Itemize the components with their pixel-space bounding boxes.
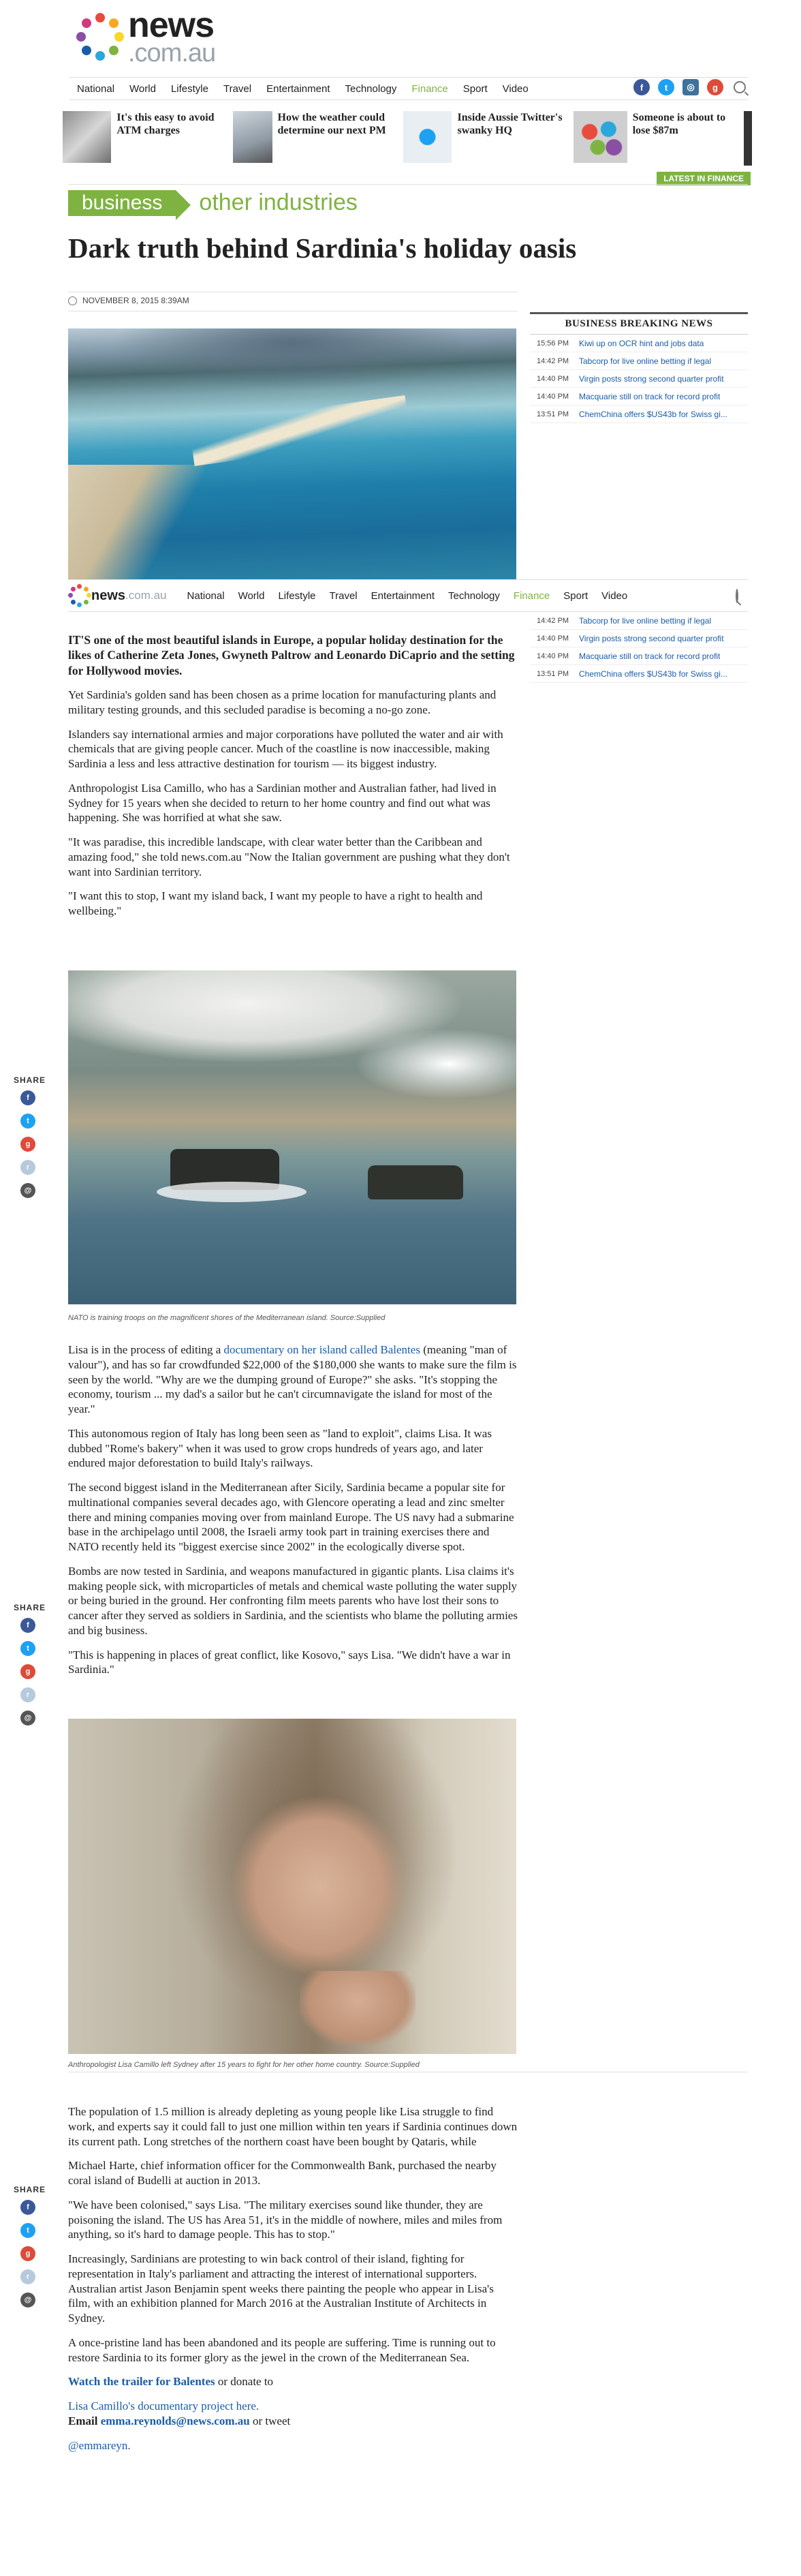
image-caption: NATO is training troops on the magnificent shores of the Mediterranean island. Source:Supplied: [68, 1314, 386, 1322]
image-caption: Anthropologist Lisa Camillo left Sydney after 15 years to fight for her other home country. Source:Supplied: [68, 2061, 420, 2069]
logo-sub-text: .com.au: [128, 39, 216, 67]
twitter-handle-link[interactable]: @emmareyn.: [68, 2438, 131, 2452]
reddit-icon[interactable]: r: [20, 1160, 35, 1175]
nav-entertainment[interactable]: Entertainment: [266, 82, 330, 95]
nav-national[interactable]: National: [77, 82, 115, 95]
facebook-icon[interactable]: f: [20, 1618, 35, 1633]
section-business[interactable]: business: [68, 190, 176, 216]
article-paragraph: "I want this to stop, I want my island back, I want my people to have a right to health and wellbeing.": [68, 889, 483, 918]
nav-travel[interactable]: Travel: [329, 589, 358, 602]
search-icon[interactable]: [736, 590, 738, 602]
email-icon[interactable]: @: [20, 1711, 35, 1726]
documentary-link[interactable]: documentary on her island called Balentes: [223, 1343, 420, 1356]
logo-dots-icon: [76, 13, 124, 61]
share-label: SHARE: [14, 1603, 46, 1612]
news-time: 13:51 PM: [537, 410, 569, 418]
article-paragraph: The population of 1.5 million is already depleting as young people like Lisa struggle to find work, and experts say it could fall to just one million within ten years if Sardinia continues down its current path. Long stretches of the northern coast have been bought by Qataris, while: [68, 2105, 518, 2148]
news-time: 15:56 PM: [537, 339, 569, 348]
news-time: 14:40 PM: [537, 651, 569, 660]
news-row[interactable]: [530, 647, 748, 665]
nav-sport[interactable]: Sport: [462, 82, 488, 95]
news-row[interactable]: [530, 665, 748, 683]
article-paragraph: "We have been colonised," says Lisa. "The military exercises sound like thunder, they are poisoning the island. The US has Area 51, it's in the middle of nowhere, miles and miles from anything, so it's hard to damage people. This has to stop.": [68, 2198, 503, 2241]
article-body-3: [68, 2104, 518, 2453]
date-text: NOVEMBER 8, 2015 8:39AM: [82, 296, 189, 305]
article-paragraph: Michael Harte, chief information officer for the Commonwealth Bank, purchased the nearby coral island of Budelli at auction in 2013.: [68, 2159, 497, 2187]
article-paragraph: Islanders say international armies and major corporations have polluted the water and air with chemicals that are giving people cancer. Much of the coastline is now inaccessible, making Sardinia a less and less attractive destination for tourism — its biggest industry.: [68, 727, 503, 771]
article-paragraph: Yet Sardinia's golden sand has been chosen as a prime location for manufacturing plants and military testing grounds, and this secluded paradise is becoming a no-go zone.: [68, 688, 497, 716]
site-logo[interactable]: [76, 5, 216, 67]
news-link[interactable]: Virgin posts strong second quarter profit: [579, 373, 724, 384]
news-row[interactable]: [530, 352, 748, 370]
news-link[interactable]: Tabcorp for live online betting if legal: [579, 356, 712, 366]
teaser-title: How the weather could determine our next PM: [277, 112, 386, 137]
section-other-industries[interactable]: other industries: [199, 189, 358, 215]
news-row[interactable]: [530, 612, 748, 630]
news-time: 14:40 PM: [537, 634, 569, 643]
twitter-icon[interactable]: t: [20, 1114, 35, 1129]
email-tail: or tweet: [249, 2414, 291, 2427]
news-time: 14:42 PM: [537, 356, 569, 365]
article-paragraph: [68, 1343, 518, 1417]
sticky-nav: [68, 579, 748, 612]
share-bar: [14, 2185, 45, 2316]
teaser-thumbnail: [403, 111, 452, 163]
news-link[interactable]: Virgin posts strong second quarter profit: [579, 633, 724, 643]
article-lead: IT'S one of the most beautiful islands in Europe, a popular holiday destination for the likes of Catherine Zeta Jones, Gwyneth Paltrow and Leonardo DiCaprio and the setting for Hollywood movies.: [68, 633, 515, 677]
page-title: Dark truth behind Sardinia's holiday oasis: [68, 232, 577, 264]
facebook-icon[interactable]: f: [20, 1090, 35, 1105]
twitter-icon[interactable]: t: [20, 2223, 35, 2238]
teaser-item[interactable]: [63, 111, 233, 166]
email-icon[interactable]: @: [20, 2293, 35, 2307]
teaser-title: It's this easy to avoid ATM charges: [116, 112, 215, 137]
sticky-logo[interactable]: [68, 584, 167, 607]
share-label: SHARE: [14, 2185, 46, 2194]
teaser-title: Inside Aussie Twitter's swanky HQ: [457, 112, 563, 137]
instagram-icon[interactable]: ◎: [682, 79, 699, 95]
article-paragraph: The second biggest island in the Mediterranean after Sicily, Sardinia became a popular site for multinational companies several decades ago, with Glencore operating a lead and zinc smelter there and mining companies moving over from mainland Europe. The US navy had a submarine base in the archipelago until 2008, the Israeli army took part in training exercises there and NATO recently held its "biggest exercise since 2002" in the ecologically diverse spot.: [68, 1481, 514, 1553]
nav-lifestyle[interactable]: Lifestyle: [278, 589, 316, 602]
nav-sport[interactable]: Sport: [563, 589, 588, 602]
nav-entertainment[interactable]: Entertainment: [371, 589, 435, 602]
google-plus-icon[interactable]: g: [20, 2246, 35, 2261]
google-plus-icon[interactable]: g: [20, 1137, 35, 1152]
teaser-scroll-handle[interactable]: [744, 111, 752, 166]
p6-end: (meaning "man of valour"), and has so far crowdfunded $22,000 of the $180,000 she wants to make sure the film is seen by the world. "Why are we the dumping ground of Europe?" she asks. "It's stopping the economy, tourism ... my dad's a sailor but he can't circumnavigate the island for most of the year.": [68, 1343, 517, 1415]
teaser-thumbnail: [233, 111, 272, 163]
reddit-icon[interactable]: r: [20, 2269, 35, 2284]
trailer-tail: or donate to: [215, 2375, 274, 2389]
news-link[interactable]: Macquarie still on track for record profit: [579, 651, 721, 661]
nav-finance[interactable]: Finance: [513, 589, 550, 602]
search-icon[interactable]: [732, 79, 748, 95]
share-label: SHARE: [14, 1075, 46, 1085]
sticky-logo-sub: .com.au: [125, 589, 167, 602]
share-bar: [14, 1075, 45, 1206]
facebook-icon[interactable]: f: [20, 2200, 35, 2215]
teaser-item[interactable]: [403, 111, 574, 166]
nav-video[interactable]: Video: [502, 82, 529, 95]
sidebar-heading: BUSINESS BREAKING NEWS: [530, 312, 748, 335]
nav-video[interactable]: Video: [601, 589, 628, 602]
article-paragraph: Bombs are now tested in Sardinia, and weapons manufactured in gigantic plants. Lisa claims it's making people sick, with microparticles of metals and chemical waste polluting the water supply or being buried in the ground. Her confronting film meets parents who have lost their sons to cancer after they served as soldiers in Sardinia, and the scientists who blame the polluting armies and big business.: [68, 1564, 518, 1637]
email-line: [68, 2414, 518, 2429]
google-plus-icon[interactable]: g: [20, 1664, 35, 1679]
donate-line: [68, 2399, 518, 2414]
nav-technology[interactable]: Technology: [345, 82, 397, 95]
facebook-icon[interactable]: f: [633, 79, 650, 95]
trailer-link[interactable]: Watch the trailer for Balentes: [68, 2375, 215, 2389]
news-link[interactable]: Kiwi up on OCR hint and jobs data: [579, 338, 704, 348]
article-paragraph: Anthropologist Lisa Camillo, who has a Sardinian mother and Australian father, had lived in Sydney for 15 years when she decided to return to her home country and find out what was happening. She was horrified at what she saw.: [68, 781, 497, 825]
teaser-item[interactable]: [574, 111, 744, 166]
twitter-icon[interactable]: t: [658, 79, 674, 95]
sticky-logo-main: news: [91, 587, 126, 603]
news-row[interactable]: [530, 388, 748, 405]
news-link[interactable]: Tabcorp for live online betting if legal: [579, 615, 712, 626]
news-time: 14:42 PM: [537, 616, 569, 625]
article-paragraph: "This is happening in places of great conflict, like Kosovo," says Lisa. "We didn't have a war in Sardinia.": [68, 1648, 511, 1676]
sandy-shore: [68, 465, 204, 581]
news-link[interactable]: Macquarie still on track for record profit: [579, 391, 721, 401]
hero-image-sardinia-coast: [68, 328, 516, 581]
section-breadcrumb: [68, 189, 358, 216]
email-label: Email: [68, 2414, 101, 2427]
news-row[interactable]: [530, 630, 748, 647]
beach-strip: [189, 395, 410, 466]
nav-technology[interactable]: Technology: [448, 589, 500, 602]
article-paragraph: This autonomous region of Italy has long been seen as "land to exploit", claims Lisa. It was dubbed "Rome's bakery" when it was used to grow crops hundreds of years ago, and later endured major deforestation to build Italy's railways.: [68, 1426, 492, 1470]
news-time: 14:40 PM: [537, 374, 569, 383]
article-paragraph: Increasingly, Sardinians are protesting to win back control of their island, fighting for representation in Italy's parliament and attracting the interest of international supporters. Australian artist Jason Benjamin spent weeks there painting the people who appear in Lisa's film, with an exhibition planned for March 2016 at the Australian Institute of Architects in Sydney.: [68, 2252, 494, 2325]
news-time: 13:51 PM: [537, 669, 569, 678]
social-links: [633, 79, 748, 95]
news-link[interactable]: ChemChina offers $US43b for Swiss gi...: [579, 409, 727, 419]
news-row[interactable]: [530, 335, 748, 352]
trailer-line: [68, 2374, 518, 2389]
teaser-strip: [63, 111, 752, 166]
article-body-2: [68, 1343, 518, 1677]
logo-main-text: news: [128, 5, 215, 45]
donate-link[interactable]: Lisa Camillo's documentary project here.: [68, 2399, 260, 2412]
clock-icon: [68, 296, 77, 305]
news-row[interactable]: [530, 370, 748, 388]
latest-in-finance-badge[interactable]: LATEST IN FINANCE: [657, 172, 751, 185]
news-link[interactable]: ChemChina offers $US43b for Swiss gi...: [579, 669, 727, 679]
amphibious-vehicle-2: [368, 1165, 463, 1199]
business-breaking-news: [530, 312, 748, 423]
reddit-icon[interactable]: r: [20, 1687, 35, 1702]
business-breaking-news-scrolled: [530, 612, 748, 683]
article-date: [68, 296, 189, 305]
hand-silhouette: [300, 1971, 415, 2046]
teaser-title: Someone is about to lose $87m: [632, 112, 726, 137]
teaser-item[interactable]: [233, 111, 403, 166]
article-paragraph: A once-pristine land has been abandoned and its people are suffering. Time is running out to restore Sardinia to its former glory as the jewel in the crown of the Mediterranean Sea.: [68, 2335, 496, 2364]
nav-travel[interactable]: Travel: [223, 82, 252, 95]
nato-training-image: [68, 970, 516, 1304]
article-body-1: [68, 632, 518, 919]
twitter-icon[interactable]: t: [20, 1641, 35, 1656]
nav-finance[interactable]: Finance: [411, 82, 448, 95]
p6-start: Lisa is in the process of editing a: [68, 1343, 224, 1356]
teaser-thumbnail: [63, 111, 111, 163]
nav-world[interactable]: World: [129, 82, 156, 95]
email-link[interactable]: emma.reynolds@news.com.au: [100, 2414, 250, 2427]
twitter-line: [68, 2438, 518, 2453]
nav-world[interactable]: World: [238, 589, 265, 602]
divider: [68, 184, 748, 185]
nav-national[interactable]: National: [187, 589, 225, 602]
article-paragraph: "It was paradise, this incredible landscape, with clear water better than the Caribbean and amazing food," she told news.com.au "Now the Italian government are pushing what they don't want into Sardinian territory.: [68, 835, 510, 878]
lisa-camillo-portrait: [68, 1719, 516, 2054]
teaser-thumbnail: [574, 111, 627, 163]
email-icon[interactable]: @: [20, 1183, 35, 1198]
share-bar: [14, 1603, 45, 1734]
wave-foam: [157, 1182, 307, 1202]
news-time: 14:40 PM: [537, 392, 569, 401]
logo-dots-icon: [68, 584, 91, 607]
nav-lifestyle[interactable]: Lifestyle: [170, 82, 208, 95]
news-row[interactable]: [530, 405, 748, 423]
google-plus-icon[interactable]: g: [707, 79, 723, 95]
